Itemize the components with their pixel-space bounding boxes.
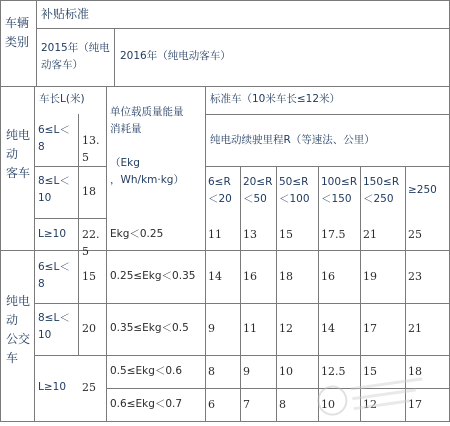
length-header: 车长L(米) (39, 93, 85, 105)
table-cell-value: 25 (408, 228, 422, 241)
table-cell-value: 14 (321, 322, 335, 335)
table-cell-value: 7 (243, 398, 250, 411)
range-col-4: 100≤R ＜150 (321, 176, 358, 205)
group-bus-label: 纯电 动 公交 车 (6, 294, 31, 365)
table-cell-value: 9 (208, 322, 215, 335)
table-cell-value: 13 (243, 228, 257, 241)
table-rule (205, 114, 450, 115)
table-cell-energy: 0.35≤Ekg＜0.5 (110, 322, 189, 334)
range-col-3: 50≤R ＜100 (279, 176, 310, 205)
table-rule (0, 250, 450, 251)
table-cell-subsidy: 25 (82, 381, 96, 394)
year-2016-header: 2016年（纯电动客车） (120, 50, 231, 62)
table-border (0, 0, 1, 422)
table-cell-length: 8≤L＜ 10 (38, 175, 70, 204)
table-rule (114, 28, 115, 86)
table-cell-value: 10 (321, 398, 335, 411)
table-cell-length: L≥10 (38, 228, 67, 240)
table-rule (106, 86, 107, 422)
table-cell-value: 16 (321, 270, 335, 283)
table-cell-subsidy: 20 (82, 322, 96, 335)
table-rule (0, 86, 450, 87)
table-cell-value: 15 (279, 228, 293, 241)
table-cell-energy: Ekg＜0.25 (110, 228, 164, 240)
table-cell-value: 9 (243, 365, 250, 378)
table-border (0, 0, 450, 1)
table-cell-length: 6≤L＜ 8 (38, 261, 70, 290)
table-cell-subsidy: 13.5 (82, 134, 100, 164)
table-cell-value: 17 (408, 398, 422, 411)
table-rule (205, 166, 450, 167)
table-cell-value: 17 (363, 322, 377, 335)
table-cell-value: 12 (279, 322, 293, 335)
range-col-2: 20≤R ＜50 (243, 176, 273, 205)
table-cell-value: 8 (279, 398, 286, 411)
table-cell-value: 10 (279, 365, 293, 378)
table-cell-value: 16 (243, 270, 257, 283)
table-cell-value: 23 (408, 270, 422, 283)
table-cell-value: 21 (408, 322, 422, 335)
subsidy-standard-header: 补贴标准 (41, 7, 90, 21)
group-passenger-label: 纯电 动 客车 (6, 128, 31, 180)
table-cell-value: 11 (208, 228, 222, 241)
table-border (0, 421, 450, 422)
table-cell-value: 18 (279, 270, 293, 283)
table-cell-value: 15 (363, 365, 377, 378)
table-cell-length: 6≤L＜ 8 (38, 124, 70, 153)
table-cell-length: L≥10 (38, 381, 67, 393)
table-cell-subsidy: 22.5 (82, 228, 100, 258)
table-cell-value: 21 (363, 228, 377, 241)
table-cell-value: 6 (208, 398, 215, 411)
table-cell-value: 8 (208, 365, 215, 378)
range-col-6: ≥250 (408, 184, 437, 196)
table-cell-value: 17.5 (321, 228, 346, 241)
table-rule (34, 86, 35, 422)
standard-car-header: 标准车（10米车长≤12米） (210, 93, 341, 105)
range-col-5: 150≤R ＜250 (363, 176, 400, 205)
range-col-1: 6≤R ＜20 (208, 176, 232, 205)
vehicle-category-header: 车辆 类别 (5, 16, 30, 49)
energy-consumption-header: 单位载质量能量 消耗量 （Ekg ，Wh/km·kg） (110, 106, 184, 186)
table-cell-subsidy: 15 (82, 270, 96, 283)
range-header: 纯电动续驶里程R（等速法、公里） (210, 134, 375, 146)
table-cell-value: 12 (363, 398, 377, 411)
table-rule (34, 166, 106, 167)
table-cell-value: 12.5 (321, 365, 346, 378)
table-rule (34, 303, 450, 304)
table-cell-energy: 0.5≤Ekg＜0.6 (110, 365, 183, 377)
table-rule (36, 28, 450, 29)
table-cell-energy: 0.25≤Ekg＜0.35 (110, 270, 196, 282)
table-rule (36, 0, 37, 86)
year-2015-header: 2015年（纯电 动客车） (41, 42, 110, 71)
table-rule (34, 355, 450, 356)
table-cell-length: 8≤L＜ 10 (38, 312, 70, 341)
table-rule (34, 218, 106, 219)
table-cell-energy: 0.6≤Ekg＜0.7 (110, 398, 183, 410)
table-cell-value: 19 (363, 270, 377, 283)
table-cell-subsidy: 18 (82, 185, 96, 198)
table-cell-value: 18 (408, 365, 422, 378)
table-rule (78, 114, 79, 356)
table-cell-value: 14 (208, 270, 222, 283)
table-cell-value: 11 (243, 322, 257, 335)
